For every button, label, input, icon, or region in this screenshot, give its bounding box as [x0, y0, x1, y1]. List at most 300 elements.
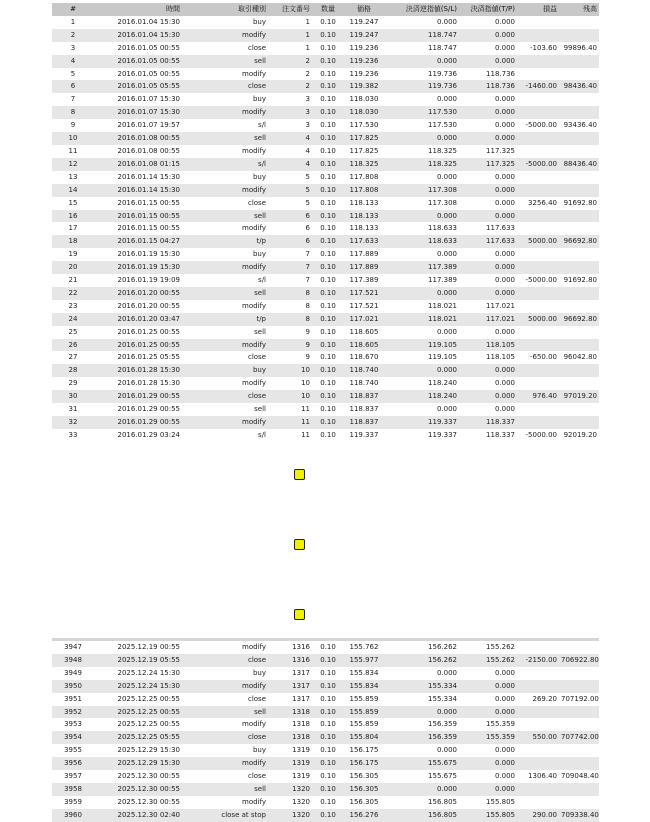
- row-tp: 0.000: [459, 29, 517, 42]
- row-price: 155.834: [344, 680, 384, 693]
- row-order: 11: [268, 416, 312, 429]
- col-header-number: #: [52, 3, 94, 16]
- row-balance: [559, 132, 599, 145]
- row-price: 119.236: [344, 55, 384, 68]
- row-profit: [517, 377, 559, 390]
- row-number: 11: [68, 146, 78, 155]
- row-sl: 0.000: [384, 364, 459, 377]
- row-tp: 118.337: [459, 416, 517, 429]
- row-balance: [559, 106, 599, 119]
- row-sl: 0.000: [384, 287, 459, 300]
- row-type: buy: [252, 746, 266, 755]
- row-number: 3954: [52, 731, 94, 744]
- row-balance: [559, 364, 599, 377]
- row-price: 118.837: [344, 390, 384, 403]
- row-tp: 0.000: [494, 694, 515, 703]
- row-number: 27: [68, 353, 78, 362]
- row-tp: 118.105: [486, 353, 515, 362]
- row-number: 12: [52, 158, 94, 171]
- row-sl: 118.325: [384, 158, 459, 171]
- row-price: 119.337: [349, 430, 379, 439]
- row-balance: [559, 210, 599, 223]
- row-type: modify: [242, 69, 266, 78]
- row-price: 118.030: [344, 106, 384, 119]
- row-number: 8: [52, 106, 94, 119]
- col-header-sl: 決済逆指値(S/L): [384, 3, 459, 16]
- table-row: [52, 377, 599, 390]
- row-number: 9: [70, 121, 76, 130]
- row-price: 118.740: [344, 364, 384, 377]
- table-row: [52, 119, 599, 132]
- row-order: 10: [268, 390, 312, 403]
- col-header-type: 取引種別: [182, 3, 268, 16]
- table-row: [52, 145, 599, 158]
- row-type: close: [247, 772, 266, 781]
- row-sl: 118.747: [428, 43, 457, 52]
- table-row: [52, 197, 599, 210]
- row-balance: [559, 171, 599, 184]
- row-time: 2016.01.20 00:55: [94, 287, 182, 300]
- table-row: [52, 706, 599, 719]
- row-volume: 0.10: [312, 654, 344, 667]
- row-sl: 0.000: [436, 17, 457, 26]
- row-volume: 0.10: [312, 364, 344, 377]
- row-sl: 0.000: [436, 668, 457, 677]
- row-balance: [559, 326, 599, 339]
- col-header-profit: 損益: [517, 3, 559, 16]
- row-tp: 118.736: [486, 69, 515, 78]
- row-profit: [517, 210, 559, 223]
- row-type: buy: [252, 172, 266, 181]
- row-profit: -103.60: [529, 43, 557, 52]
- row-sl: 155.675: [428, 772, 457, 781]
- row-number: 15: [68, 198, 78, 207]
- row-tp: 0.000: [494, 95, 515, 104]
- row-tp: 0.000: [459, 261, 517, 274]
- row-order: 2: [268, 80, 312, 93]
- row-profit: [517, 248, 559, 261]
- row-profit: 5000.00: [517, 235, 559, 248]
- row-number: 3958: [52, 783, 94, 796]
- row-price: 118.605: [344, 339, 384, 352]
- table-row: [52, 744, 599, 757]
- col-header-price: 価格: [344, 3, 384, 16]
- row-tp: 155.359: [486, 720, 515, 729]
- row-volume: 0.10: [320, 224, 336, 233]
- row-price: 117.633: [344, 235, 384, 248]
- row-price: 118.133: [349, 198, 379, 207]
- row-number: 3955: [64, 746, 82, 755]
- row-volume: 0.10: [320, 250, 336, 259]
- row-time: 2025.12.29 15:30: [117, 746, 180, 755]
- row-balance: 706922.80: [559, 654, 599, 667]
- row-number: 3952: [52, 706, 94, 719]
- table-row: [52, 313, 599, 326]
- row-profit: [517, 55, 559, 68]
- row-order: 1317: [268, 680, 312, 693]
- row-tp: 0.000: [494, 276, 515, 285]
- row-balance: [559, 68, 599, 81]
- row-time: 2016.01.07 15:30: [117, 95, 180, 104]
- row-profit: [517, 680, 559, 693]
- row-number: 3956: [52, 757, 94, 770]
- row-price: 117.530: [349, 121, 379, 130]
- row-price: 119.382: [344, 80, 384, 93]
- row-order: 4: [268, 132, 312, 145]
- row-profit: -5000.00: [525, 121, 557, 130]
- row-tp: 0.000: [459, 55, 517, 68]
- row-profit: 290.00: [517, 809, 559, 822]
- row-order: 3: [305, 95, 310, 104]
- row-type: buy: [252, 17, 266, 26]
- row-number: 3949: [64, 668, 82, 677]
- row-sl: 156.359: [428, 720, 457, 729]
- row-type: sell: [182, 210, 268, 223]
- row-volume: 0.10: [312, 680, 344, 693]
- row-sl: 156.262: [384, 640, 459, 654]
- col-header-tp: 決済指値(T/P): [459, 3, 517, 16]
- row-sl: 117.530: [428, 121, 457, 130]
- row-balance: 93436.40: [563, 121, 597, 130]
- table-row: [52, 351, 599, 364]
- row-tp: 0.000: [459, 106, 517, 119]
- row-sl: 0.000: [384, 783, 459, 796]
- row-profit: [517, 184, 559, 197]
- row-tp: 155.805: [486, 797, 515, 806]
- row-profit: [517, 68, 559, 81]
- row-balance: [559, 744, 599, 757]
- row-number: 32: [52, 416, 94, 429]
- row-price: 117.825: [349, 146, 379, 155]
- row-order: 11: [301, 430, 310, 439]
- table-row: [52, 16, 599, 29]
- row-order: 1317: [292, 668, 310, 677]
- row-profit: 3256.40: [528, 198, 557, 207]
- row-order: 5: [305, 172, 310, 181]
- row-time: 2016.01.05 00:55: [117, 43, 180, 52]
- row-sl: 119.105: [384, 339, 459, 352]
- table-row: [52, 42, 599, 55]
- row-sl: 118.747: [384, 29, 459, 42]
- row-time: 2025.12.29 15:30: [94, 757, 182, 770]
- row-type: modify: [242, 224, 266, 233]
- row-number: 14: [52, 184, 94, 197]
- row-order: 1316: [268, 654, 312, 667]
- row-type: modify: [182, 680, 268, 693]
- row-order: 9: [268, 339, 312, 352]
- row-profit: [517, 744, 559, 757]
- table-row: [52, 93, 599, 106]
- row-order: 1317: [292, 694, 310, 703]
- row-volume: 0.10: [312, 313, 344, 326]
- row-type: s/l: [258, 430, 266, 439]
- row-balance: 707192.00: [561, 694, 599, 703]
- row-profit: [517, 667, 559, 680]
- table-row: [52, 261, 599, 274]
- row-type: modify: [242, 301, 266, 310]
- row-tp: 0.000: [494, 772, 515, 781]
- row-profit: [517, 403, 559, 416]
- row-order: 2: [268, 55, 312, 68]
- row-profit: [517, 718, 559, 731]
- row-balance: 96042.80: [563, 353, 597, 362]
- row-sl: 155.675: [384, 757, 459, 770]
- row-volume: 0.10: [312, 731, 344, 744]
- row-order: 1: [268, 29, 312, 42]
- row-order: 1318: [292, 720, 310, 729]
- row-balance: [559, 287, 599, 300]
- row-order: 4: [268, 158, 312, 171]
- row-profit: [517, 783, 559, 796]
- table-row: [52, 326, 599, 339]
- row-tp: 0.000: [459, 210, 517, 223]
- row-time: 2016.01.05 00:55: [117, 69, 180, 78]
- row-time: 2016.01.14 15:30: [117, 172, 180, 181]
- row-tp: 0.000: [459, 706, 517, 719]
- row-time: 2025.12.25 00:55: [117, 720, 180, 729]
- row-balance: [559, 339, 599, 352]
- row-order: 8: [305, 301, 310, 310]
- col-header-order: 注文番号: [268, 3, 312, 16]
- row-number: 26: [52, 339, 94, 352]
- row-sl: 118.633: [384, 235, 459, 248]
- row-profit: [517, 261, 559, 274]
- table-row: [52, 770, 599, 783]
- row-balance: [559, 680, 599, 693]
- table-row: [52, 184, 599, 197]
- row-time: 2016.01.29 00:55: [94, 416, 182, 429]
- row-tp: 155.805: [459, 809, 517, 822]
- table-row: [52, 80, 599, 93]
- row-volume: 0.10: [312, 706, 344, 719]
- row-volume: 0.10: [312, 80, 344, 93]
- row-sl: 0.000: [436, 172, 457, 181]
- row-sl: 117.389: [384, 261, 459, 274]
- row-balance: 96692.80: [559, 313, 599, 326]
- row-profit: [517, 416, 559, 429]
- row-time: 2016.01.19 15:30: [94, 261, 182, 274]
- col-header-volume: 数量: [312, 3, 344, 16]
- row-balance: 91692.80: [563, 198, 597, 207]
- row-volume: 0.10: [312, 783, 344, 796]
- row-balance: [559, 145, 599, 158]
- row-price: 117.808: [344, 184, 384, 197]
- row-price: 155.859: [349, 720, 379, 729]
- row-order: 1: [305, 17, 310, 26]
- row-time: 2016.01.04 15:30: [117, 17, 180, 26]
- row-time: 2016.01.28 15:30: [94, 364, 182, 377]
- row-price: 117.889: [344, 261, 384, 274]
- row-type: close: [247, 43, 266, 52]
- row-balance: [559, 416, 599, 429]
- table-row: [52, 403, 599, 416]
- row-number: 31: [68, 405, 78, 414]
- row-number: 10: [52, 132, 94, 145]
- row-sl: 119.337: [428, 430, 457, 439]
- row-order: 1319: [268, 757, 312, 770]
- row-volume: 0.10: [320, 198, 336, 207]
- row-sl: 155.334: [428, 694, 457, 703]
- row-volume: 0.10: [320, 17, 336, 26]
- row-volume: 0.10: [320, 69, 336, 78]
- table-row: [52, 809, 599, 822]
- row-tp: 155.262: [459, 640, 517, 654]
- row-type: modify: [182, 106, 268, 119]
- row-number: 24: [52, 313, 94, 326]
- row-volume: 0.10: [312, 158, 344, 171]
- row-tp: 117.021: [486, 301, 515, 310]
- row-time: 2025.12.19 05:55: [94, 654, 182, 667]
- row-number: 3: [70, 43, 76, 52]
- yellow-square-icon: [294, 609, 305, 620]
- row-volume: 0.10: [312, 55, 344, 68]
- row-type: s/l: [258, 276, 266, 285]
- row-price: 117.808: [349, 172, 379, 181]
- row-time: 2025.12.30 00:55: [117, 772, 180, 781]
- row-volume: 0.10: [320, 772, 336, 781]
- row-type: sell: [254, 405, 266, 414]
- row-tp: 155.359: [459, 731, 517, 744]
- row-type: sell: [182, 287, 268, 300]
- row-volume: 0.10: [312, 757, 344, 770]
- table-row: [52, 364, 599, 377]
- table-row: [52, 55, 599, 68]
- row-price: 119.236: [349, 43, 379, 52]
- row-type: modify: [182, 184, 268, 197]
- row-number: 19: [68, 250, 78, 259]
- row-tp: 0.000: [459, 390, 517, 403]
- row-type: close: [247, 694, 266, 703]
- table-row: [52, 693, 599, 706]
- row-volume: 0.10: [312, 287, 344, 300]
- row-type: modify: [182, 416, 268, 429]
- table-row: [52, 68, 599, 81]
- row-volume: 0.10: [320, 121, 336, 130]
- row-type: sell: [254, 327, 266, 336]
- row-type: buy: [252, 668, 266, 677]
- yellow-square-icon: [294, 539, 305, 550]
- table-row: [52, 654, 599, 667]
- row-order: 10: [301, 379, 310, 388]
- row-order: 6: [268, 235, 312, 248]
- row-tp: 0.000: [494, 250, 515, 259]
- row-profit: [517, 106, 559, 119]
- row-price: 155.977: [344, 654, 384, 667]
- row-order: 1319: [292, 746, 310, 755]
- row-time: 2016.01.25 05:55: [117, 353, 180, 362]
- row-order: 1316: [268, 640, 312, 654]
- row-sl: 118.240: [428, 379, 457, 388]
- row-number: 3960: [52, 809, 94, 822]
- row-time: 2016.01.29 00:55: [94, 390, 182, 403]
- row-time: 2025.12.30 00:55: [94, 783, 182, 796]
- row-time: 2016.01.20 03:47: [94, 313, 182, 326]
- row-tp: 117.325: [486, 146, 515, 155]
- row-volume: 0.10: [312, 416, 344, 429]
- row-price: 156.175: [349, 746, 379, 755]
- row-balance: [559, 377, 599, 390]
- row-type: sell: [182, 132, 268, 145]
- table-row: [52, 248, 599, 261]
- row-tp: 118.736: [459, 80, 517, 93]
- row-volume: 0.10: [320, 172, 336, 181]
- row-tp: 0.000: [459, 757, 517, 770]
- row-number: 25: [68, 327, 78, 336]
- row-tp: 0.000: [459, 680, 517, 693]
- row-time: 2016.01.14 15:30: [94, 184, 182, 197]
- row-sl: 119.105: [428, 353, 457, 362]
- row-balance: [559, 222, 599, 235]
- row-price: 118.837: [349, 405, 379, 414]
- row-number: 18: [52, 235, 94, 248]
- row-type: buy: [252, 250, 266, 259]
- row-type: close: [182, 80, 268, 93]
- row-tp: 0.000: [459, 287, 517, 300]
- row-type: modify: [242, 379, 266, 388]
- row-balance: [559, 16, 599, 29]
- row-number: 3957: [64, 772, 82, 781]
- row-tp: 0.000: [494, 668, 515, 677]
- row-time: 2016.01.08 00:55: [94, 132, 182, 145]
- table-row: [52, 210, 599, 223]
- row-sl: 0.000: [384, 55, 459, 68]
- row-volume: 0.10: [320, 797, 336, 806]
- row-volume: 0.10: [312, 339, 344, 352]
- row-time: 2016.01.25 00:55: [117, 327, 180, 336]
- row-price: 118.030: [349, 95, 379, 104]
- row-tp: 0.000: [494, 327, 515, 336]
- row-tp: 0.000: [494, 121, 515, 130]
- table-row: [52, 416, 599, 429]
- row-balance: [559, 718, 599, 731]
- row-profit: -5000.00: [525, 430, 557, 439]
- row-time: 2016.01.15 00:55: [117, 198, 180, 207]
- row-sl: 118.633: [428, 224, 457, 233]
- col-header-balance: 残高: [559, 3, 599, 16]
- row-price: 155.859: [349, 694, 379, 703]
- col-header-time: 時間: [94, 3, 182, 16]
- row-order: 4: [305, 146, 310, 155]
- row-time: 2016.01.29 03:24: [117, 430, 180, 439]
- row-volume: 0.10: [320, 430, 336, 439]
- table-row: [52, 731, 599, 744]
- row-tp: 155.262: [459, 654, 517, 667]
- row-profit: 1306.40: [528, 772, 557, 781]
- row-sl: 118.240: [384, 390, 459, 403]
- table-row: [52, 783, 599, 796]
- row-tp: 0.000: [494, 405, 515, 414]
- row-balance: [559, 261, 599, 274]
- row-type: modify: [182, 757, 268, 770]
- row-volume: 0.10: [312, 106, 344, 119]
- row-profit: [517, 339, 559, 352]
- row-time: 2025.12.25 00:55: [94, 706, 182, 719]
- row-profit: 976.40: [517, 390, 559, 403]
- row-tp: 117.633: [486, 224, 515, 233]
- yellow-square-icon: [294, 469, 305, 480]
- row-order: 1318: [268, 706, 312, 719]
- table-row: [52, 300, 599, 313]
- row-balance: [559, 93, 599, 106]
- row-type: t/p: [182, 313, 268, 326]
- row-time: 2016.01.15 00:55: [94, 210, 182, 223]
- row-price: 156.305: [349, 797, 379, 806]
- row-tp: 0.000: [494, 172, 515, 181]
- row-type: close: [247, 198, 266, 207]
- row-time: 2016.01.25 00:55: [94, 339, 182, 352]
- row-type: modify: [242, 720, 266, 729]
- row-tp: 0.000: [494, 17, 515, 26]
